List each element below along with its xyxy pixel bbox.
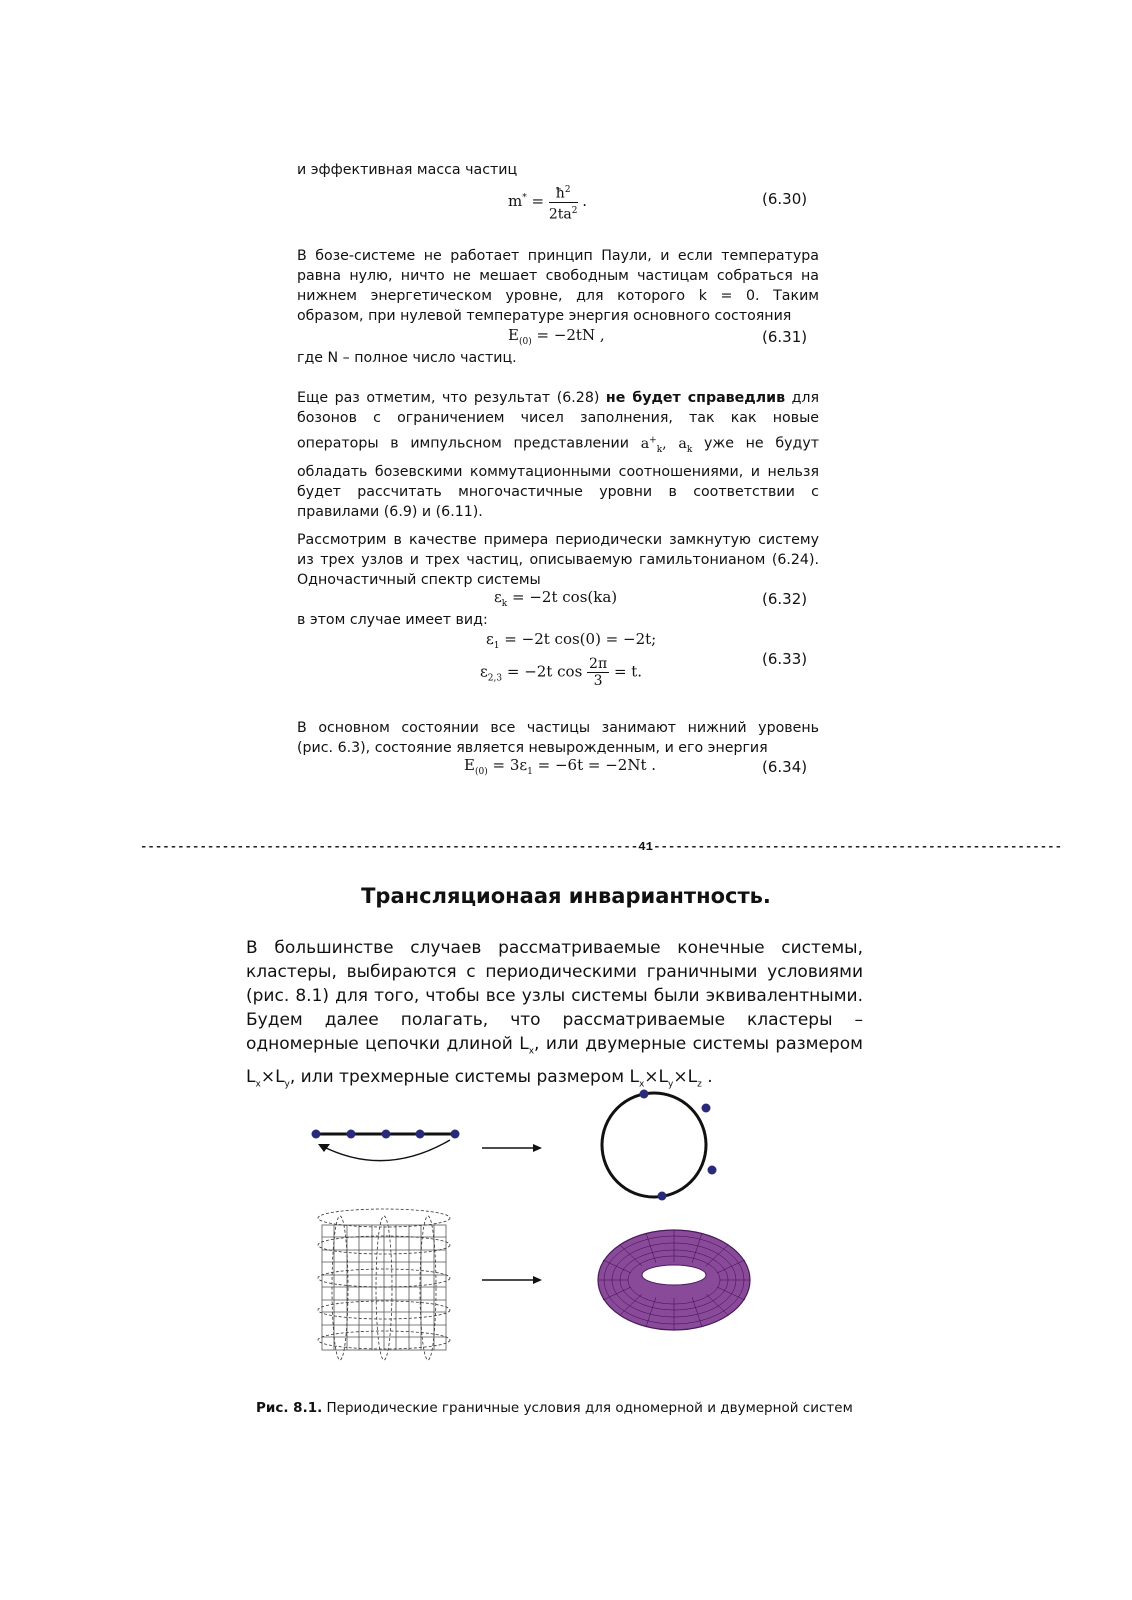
frac-den-sup: 2	[571, 205, 578, 216]
text-line: будет рассчитать многочастичные уровни в соответствии с	[297, 483, 819, 500]
eq-symbol: E	[508, 326, 519, 344]
text-line	[246, 1063, 863, 1098]
paragraph	[297, 246, 819, 326]
equation-6-31	[508, 326, 605, 347]
paragraph	[297, 348, 819, 368]
var-sub: z	[697, 1079, 702, 1090]
text-line: образом, при нулевой температуре энергия основного состояния	[297, 308, 792, 324]
text-line: обладать бозевскими коммутационными соотношениями, и нельзя	[297, 463, 819, 480]
text-line	[297, 388, 819, 408]
dashes: -------------------------------------------------------------------	[140, 840, 639, 854]
equation-number: (6.32)	[762, 590, 808, 608]
eq-rhs: = 3ε	[492, 756, 528, 774]
fraction	[549, 182, 578, 222]
text-line: В бозе-системе не работает принцип Паули, и если температура	[297, 248, 819, 264]
paragraph	[297, 610, 819, 630]
text-line: бозонов с ограничением чисел заполнения, так как новые	[297, 410, 819, 426]
var-sub: x	[528, 1046, 535, 1057]
text-line: (рис. 8.1) для того, чтобы все узлы системы были эквивалентными.	[246, 986, 863, 1006]
equation-6-34	[464, 756, 656, 777]
frac-num-sup: 2	[564, 185, 571, 195]
chain-1d	[312, 1130, 460, 1161]
text-line: В большинстве случаев рассматриваемые конечные системы,	[246, 938, 863, 958]
equation-6-33b	[480, 656, 642, 689]
text-line: и эффективная масса частиц	[297, 162, 518, 178]
text-span: для	[785, 390, 820, 406]
eq-symbol: ε	[480, 662, 488, 681]
paragraph	[297, 530, 819, 590]
eq-symbol: ε	[486, 630, 494, 648]
paragraph	[297, 388, 819, 522]
text-line: нижнем энергетическом уровне, для которого k = 0. Таким	[297, 288, 819, 304]
caption-text: Периодические граничные условия для одномерной и двумерной систем	[322, 1400, 853, 1416]
text-line: (рис. 6.3), состояние является невырожденным, и его энергия	[297, 740, 768, 756]
text-line: В основном состоянии все частицы занимают нижний уровень	[297, 720, 819, 736]
operator	[640, 435, 693, 455]
arrow-right-icon	[482, 1144, 542, 1152]
var-L: L	[687, 1067, 698, 1088]
op-sup: +	[649, 435, 657, 445]
eq-sub: 1	[493, 641, 500, 651]
page-divider	[140, 840, 1063, 854]
var-L: L	[658, 1067, 668, 1088]
times: ×	[644, 1067, 659, 1088]
equation-number: (6.31)	[762, 328, 808, 346]
text-line: в этом случае имеет вид:	[297, 612, 488, 628]
var-L: L	[519, 1034, 529, 1054]
text-line: Рассмотрим в качестве примера периодически замкнутую систему	[297, 532, 819, 548]
eq-sub: k	[501, 599, 508, 609]
var-sub: x	[255, 1079, 261, 1090]
equation-number: (6.33)	[762, 650, 808, 668]
page-number: 41	[638, 840, 654, 854]
text-line: Будем далее полагать, что рассматриваемые кластеры –	[246, 1010, 863, 1030]
section-title: Трансляционаая инвариантность.	[361, 884, 771, 908]
eq-symbol: E	[464, 756, 475, 774]
var-sub: y	[284, 1079, 290, 1090]
eq-rhs: = −2t cos(ka)	[512, 588, 618, 606]
times: ×	[673, 1067, 688, 1088]
equation-6-32	[494, 588, 617, 609]
text-span: , или двумерные системы размером	[534, 1034, 863, 1054]
paragraph	[297, 718, 819, 758]
eq-tail: = −6t = −2Nt .	[537, 756, 657, 774]
ring-1d	[602, 1090, 717, 1201]
eq-tail: = t.	[613, 662, 643, 681]
equation-number: (6.34)	[762, 758, 808, 776]
fraction	[587, 656, 609, 689]
op-a: a	[640, 435, 650, 452]
bold-text: не будет справедлив	[605, 390, 786, 406]
text-line: где N – полное число частиц.	[297, 350, 517, 366]
eq-tail: .	[582, 192, 588, 211]
text-line	[246, 1032, 863, 1063]
paragraph	[297, 160, 819, 180]
var-sub: x	[638, 1079, 645, 1090]
text-line: Одночастичный спектр системы	[297, 572, 541, 588]
figure-periodic-boundary	[300, 1100, 770, 1380]
dashes: -------------------------------------------------------	[653, 840, 1063, 854]
times: ×	[260, 1067, 276, 1088]
eq-sup: *	[522, 193, 527, 204]
eq-symbol: m	[508, 192, 523, 211]
equation-number: (6.30)	[762, 190, 808, 208]
paragraph	[246, 936, 863, 1099]
text-line: равна нулю, ничто не мешает свободным частицам собраться на	[297, 268, 819, 284]
eq-sub: (0)	[518, 337, 532, 347]
arrow-right-icon	[482, 1276, 542, 1284]
frac-den: 2ta	[548, 206, 572, 223]
text-line: из трех узлов и трех частиц, описываемую гамильтонианом (6.24).	[297, 552, 819, 568]
eq-symbol: ε	[494, 588, 502, 606]
text-span: уже не будут	[692, 435, 819, 452]
text-span: Еще раз отметим, что результат (6.28)	[297, 390, 606, 406]
op-sub: k	[656, 444, 663, 455]
text-line: кластеры, выбираются с периодическими граничными условиями	[246, 962, 863, 982]
text-span: , или трехмерные системы размером	[289, 1067, 630, 1088]
equation-6-33a	[486, 630, 656, 651]
op-sub: k	[686, 444, 693, 455]
text-span: операторы в импульсном представлении	[297, 435, 641, 452]
eq-sign: =	[531, 192, 545, 211]
eq-sub: 2,3	[487, 673, 503, 684]
op-a: , a	[662, 435, 687, 452]
frac-num: 2π	[589, 656, 608, 672]
equation-6-30	[508, 182, 587, 222]
var-L: L	[246, 1067, 256, 1088]
figure-caption	[256, 1400, 853, 1416]
var-L: L	[629, 1067, 639, 1088]
eq-mid: = −2t cos	[506, 662, 583, 681]
var-L: L	[275, 1067, 285, 1088]
torus-2d	[598, 1230, 750, 1330]
text-span: одномерные цепочки длиной	[246, 1034, 520, 1054]
grid-2d	[318, 1209, 450, 1360]
eq-rhs: = −2t cos(0) = −2t;	[504, 630, 657, 648]
caption-label: Рис. 8.1.	[256, 1400, 323, 1416]
frac-den: 3	[593, 673, 603, 689]
var-sub: y	[668, 1079, 674, 1090]
period: .	[707, 1067, 713, 1088]
eq-rhs: = −2tN ,	[536, 326, 605, 344]
text-line	[297, 428, 819, 462]
eq-sub: 1	[527, 767, 533, 777]
frac-num: ħ	[555, 185, 565, 202]
eq-sub: (0)	[474, 767, 488, 777]
text-line: правилами (6.9) и (6.11).	[297, 503, 483, 520]
